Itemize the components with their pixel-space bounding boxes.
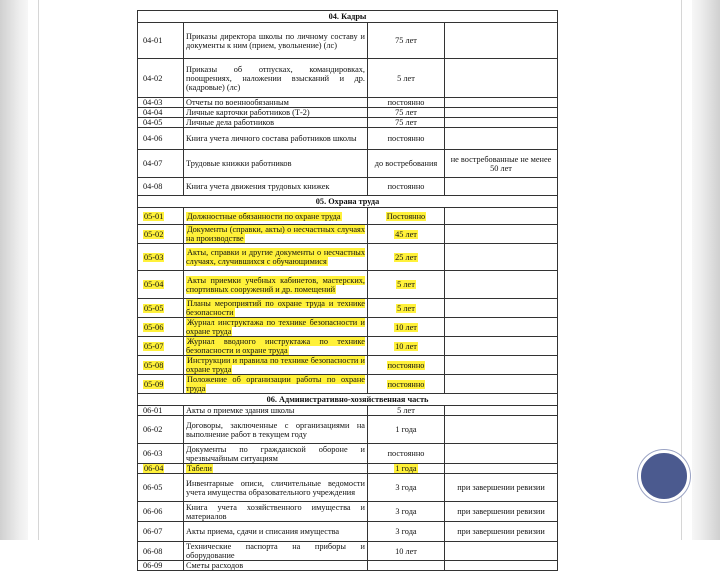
row-code: 05-03: [144, 252, 164, 262]
table-row: [138, 542, 558, 561]
row-retention-term: Постоянно: [386, 211, 426, 221]
row-code: 05-08: [144, 360, 164, 370]
row-retention-term-cell: [368, 502, 445, 522]
row-code: 05-02: [144, 229, 164, 239]
row-retention-term: постоянно: [387, 379, 425, 389]
row-code-cell: [138, 225, 184, 244]
table-row: [138, 318, 558, 337]
row-code-cell: [138, 108, 184, 118]
row-title: Личные дела работников: [186, 118, 275, 127]
row-code-cell: [138, 299, 184, 318]
row-retention-term-cell: [368, 150, 445, 178]
table-row: [138, 406, 558, 416]
row-retention-term-cell: [368, 225, 445, 244]
table-row: [138, 474, 558, 502]
row-note-cell: [445, 118, 558, 128]
row-code-cell: [138, 23, 184, 59]
row-note-cell: [445, 128, 558, 150]
row-title: Планы мероприятий по охране труда и технике безопасности: [186, 299, 365, 317]
row-retention-term: 1 года: [395, 425, 417, 434]
row-retention-term: 3 года: [395, 527, 417, 536]
row-retention-term-cell: [368, 98, 445, 108]
table-row: [138, 337, 558, 356]
row-title-cell: [184, 244, 368, 271]
row-retention-term-cell: [368, 522, 445, 542]
table-row: [138, 108, 558, 118]
row-note-cell: [445, 356, 558, 375]
table-row: [138, 356, 558, 375]
row-title: Положение об организации работы по охране труда: [186, 375, 365, 393]
row-retention-term: 5 лет: [397, 406, 415, 415]
section-header-row: [138, 11, 558, 23]
row-code: 06-01: [143, 406, 163, 415]
row-title: Технические паспорта на приборы и оборудование: [186, 542, 365, 560]
row-title: Должностные обязанности по охране труда: [187, 211, 341, 221]
row-retention-term: постоянно: [387, 134, 425, 143]
row-retention-term: 3 года: [395, 483, 417, 492]
row-title: Инвентарные описи, сличительные ведомости учета имущества образовательного учреждения: [186, 478, 365, 497]
row-code: 06-02: [143, 425, 163, 434]
row-title-cell: [184, 375, 368, 394]
section-header-row: [138, 394, 558, 406]
row-title-cell: [184, 128, 368, 150]
row-retention-term-cell: [368, 128, 445, 150]
row-title-cell: [184, 356, 368, 375]
row-retention-term: 5 лет: [397, 303, 415, 313]
row-retention-term-cell: [368, 23, 445, 59]
row-note-cell: [445, 318, 558, 337]
row-retention-term-cell: [368, 118, 445, 128]
table-row: [138, 208, 558, 225]
row-retention-term-cell: [368, 208, 445, 225]
row-retention-term: 45 лет: [395, 229, 417, 239]
row-code-cell: [138, 337, 184, 356]
row-note-cell: [445, 98, 558, 108]
row-retention-term-cell: [368, 561, 445, 571]
row-code: 06-09: [143, 561, 163, 570]
row-code: 04-08: [143, 182, 163, 191]
row-title-cell: [184, 108, 368, 118]
row-retention-term-cell: [368, 416, 445, 444]
row-title-cell: [184, 98, 368, 108]
row-title-cell: [184, 59, 368, 98]
row-title: Отчеты по военнообязанным: [186, 98, 289, 107]
row-note: не востребованные не менее 50 лет: [450, 154, 552, 173]
row-retention-term-cell: [368, 299, 445, 318]
row-title-cell: [184, 271, 368, 299]
row-title: Журнал вводного инструктажа по технике безопасности и охране труда: [186, 337, 365, 355]
row-retention-term: 5 лет: [397, 280, 415, 289]
section-title: 05. Охрана труда: [138, 196, 558, 208]
table-row: [138, 464, 558, 474]
row-retention-term: 1 года: [395, 464, 417, 473]
row-retention-term: 10 лет: [395, 322, 417, 332]
table-row: [138, 444, 558, 464]
row-retention-term-cell: [368, 464, 445, 474]
table-row: [138, 178, 558, 196]
row-note-cell: [445, 23, 558, 59]
row-title: Документы по гражданской обороне и чрезвычайным ситуациям: [186, 444, 365, 463]
row-note-cell: [445, 542, 558, 561]
row-title-cell: [184, 502, 368, 522]
row-title-cell: [184, 337, 368, 356]
row-note-cell: [445, 444, 558, 464]
row-code: 04-04: [143, 108, 163, 117]
row-title: Книга учета личного состава работников школы: [186, 134, 357, 143]
row-retention-term-cell: [368, 244, 445, 271]
row-code-cell: [138, 98, 184, 108]
row-title-cell: [184, 178, 368, 196]
row-code: 06-04: [144, 464, 164, 473]
row-code-cell: [138, 244, 184, 271]
table-row: [138, 416, 558, 444]
row-retention-term-cell: [368, 375, 445, 394]
row-code: 05-09: [144, 379, 164, 389]
row-retention-term-cell: [368, 406, 445, 416]
row-code: 05-04: [144, 280, 164, 289]
row-title-cell: [184, 118, 368, 128]
table-row: [138, 502, 558, 522]
decorative-circle: [638, 450, 690, 502]
row-retention-term-cell: [368, 542, 445, 561]
row-title: Табели: [187, 464, 212, 473]
row-title: Документы (справки, акты) о несчастных случаях на производстве: [186, 225, 365, 243]
row-code-cell: [138, 444, 184, 464]
row-code: 04-06: [143, 134, 163, 143]
table-row: [138, 98, 558, 108]
row-note-cell: [445, 406, 558, 416]
row-code-cell: [138, 128, 184, 150]
row-title-cell: [184, 474, 368, 502]
row-note-cell: [445, 502, 558, 522]
row-code-cell: [138, 356, 184, 375]
table-row: [138, 244, 558, 271]
row-title: Личные карточки работников (Т-2): [186, 108, 310, 117]
table-row: [138, 225, 558, 244]
row-code-cell: [138, 208, 184, 225]
row-retention-term: 75 лет: [395, 108, 417, 117]
row-note-cell: [445, 416, 558, 444]
row-retention-term: постоянно: [387, 360, 425, 370]
row-code-cell: [138, 118, 184, 128]
section-title: 06. Административно-хозяйственная часть: [138, 394, 558, 406]
row-title-cell: [184, 406, 368, 416]
row-code-cell: [138, 59, 184, 98]
row-retention-term-cell: [368, 108, 445, 118]
row-retention-term: постоянно: [387, 449, 425, 458]
row-note-cell: [445, 375, 558, 394]
row-code: 06-05: [143, 483, 163, 492]
row-code-cell: [138, 464, 184, 474]
slide-frame-left: [0, 0, 28, 540]
row-code: 05-01: [144, 211, 164, 221]
row-code-cell: [138, 406, 184, 416]
row-title-cell: [184, 208, 368, 225]
row-code-cell: [138, 271, 184, 299]
row-note-cell: [445, 178, 558, 196]
row-retention-term: постоянно: [387, 98, 425, 107]
row-retention-term: 5 лет: [397, 73, 415, 83]
row-title-cell: [184, 522, 368, 542]
row-code-cell: [138, 178, 184, 196]
row-retention-term: 10 лет: [395, 546, 417, 556]
row-retention-term-cell: [368, 444, 445, 464]
row-title-cell: [184, 318, 368, 337]
row-title-cell: [184, 23, 368, 59]
row-retention-term-cell: [368, 318, 445, 337]
row-title: Приказы об отпусках, командировках, поощрениях, наложении взысканий и др. (кадровые) (лс): [186, 64, 365, 92]
table-row: [138, 128, 558, 150]
row-title: Сметы расходов: [186, 561, 244, 570]
row-note-cell: [445, 464, 558, 474]
row-title: Акты приемки учебных кабинетов, мастерских, спортивных сооружений и др. помещений: [186, 275, 365, 294]
row-code: 04-02: [143, 73, 163, 83]
row-title-cell: [184, 225, 368, 244]
row-title-cell: [184, 464, 368, 474]
row-code: 06-08: [143, 546, 163, 556]
row-code-cell: [138, 474, 184, 502]
row-title-cell: [184, 444, 368, 464]
row-code-cell: [138, 375, 184, 394]
row-note-cell: [445, 474, 558, 502]
section-header-row: [138, 196, 558, 208]
row-note-cell: [445, 244, 558, 271]
row-note-cell: [445, 561, 558, 571]
table-row: [138, 522, 558, 542]
row-code: 05-06: [144, 322, 164, 332]
row-note-cell: [445, 59, 558, 98]
row-code: 05-07: [144, 341, 164, 351]
row-retention-term: 3 года: [395, 507, 417, 516]
row-note-cell: [445, 208, 558, 225]
row-code-cell: [138, 318, 184, 337]
row-retention-term-cell: [368, 356, 445, 375]
row-title: Приказы директора школы по личному составу и документы к ним (прием, увольнение) (лс): [186, 31, 365, 50]
row-note: при завершении ревизии: [457, 483, 545, 492]
row-title-cell: [184, 150, 368, 178]
row-code-cell: [138, 416, 184, 444]
table-row: [138, 299, 558, 318]
row-title-cell: [184, 416, 368, 444]
row-note-cell: [445, 522, 558, 542]
row-code: 06-03: [143, 449, 163, 458]
row-retention-term-cell: [368, 474, 445, 502]
row-code: 04-05: [143, 118, 163, 127]
table-row: [138, 118, 558, 128]
row-note: при завершении ревизии: [457, 507, 545, 516]
slide-frame-right: [692, 0, 720, 540]
row-code-cell: [138, 522, 184, 542]
row-title: Инструкции и правила по технике безопасности и охране труда: [186, 356, 365, 374]
table-row: [138, 150, 558, 178]
row-retention-term-cell: [368, 59, 445, 98]
document-page: [137, 10, 557, 571]
row-code: 06-07: [143, 527, 163, 536]
row-title: Акты, справки и другие документы о несчастных случаях, случившихся с обучающимися: [186, 248, 365, 266]
nomenclature-table: [137, 10, 558, 571]
row-title: Договоры, заключенные с организациями на выполнение работ в текущем году: [186, 420, 365, 439]
row-title-cell: [184, 561, 368, 571]
row-note-cell: [445, 337, 558, 356]
row-note-cell: [445, 150, 558, 178]
section-title: 04. Кадры: [138, 11, 558, 23]
row-retention-term: до востребования: [374, 159, 438, 168]
row-retention-term: 75 лет: [395, 118, 417, 127]
row-title-cell: [184, 299, 368, 318]
row-note-cell: [445, 299, 558, 318]
row-code: 04-07: [143, 159, 163, 168]
row-code-cell: [138, 542, 184, 561]
row-retention-term: 25 лет: [395, 252, 417, 262]
row-note: при завершении ревизии: [457, 527, 545, 536]
row-code: 06-06: [143, 507, 163, 516]
row-code: 04-03: [143, 98, 163, 107]
row-retention-term-cell: [368, 337, 445, 356]
row-retention-term: 75 лет: [395, 36, 417, 45]
row-code-cell: [138, 502, 184, 522]
row-note-cell: [445, 225, 558, 244]
table-row: [138, 271, 558, 299]
row-code-cell: [138, 150, 184, 178]
row-code: 04-01: [143, 36, 163, 45]
row-retention-term-cell: [368, 271, 445, 299]
row-title: Акты о приемке здания школы: [186, 406, 295, 415]
row-title: Книга учета хозяйственного имущества и материалов: [186, 502, 365, 521]
row-title: Трудовые книжки работников: [186, 159, 292, 168]
row-title: Журнал инструктажа по технике безопасности и охране труда: [186, 318, 365, 336]
row-note-cell: [445, 108, 558, 118]
row-code: 05-05: [144, 303, 164, 313]
slide-frame-line-left: [38, 0, 39, 540]
row-title: Акты приема, сдачи и списания имущества: [186, 527, 340, 536]
table-row: [138, 561, 558, 571]
row-title: Книга учета движения трудовых книжек: [186, 182, 330, 191]
table-row: [138, 23, 558, 59]
table-row: [138, 375, 558, 394]
row-title-cell: [184, 542, 368, 561]
row-note-cell: [445, 271, 558, 299]
row-retention-term-cell: [368, 178, 445, 196]
row-retention-term: 10 лет: [395, 341, 417, 351]
table-row: [138, 59, 558, 98]
row-code-cell: [138, 561, 184, 571]
row-retention-term: постоянно: [387, 182, 425, 191]
